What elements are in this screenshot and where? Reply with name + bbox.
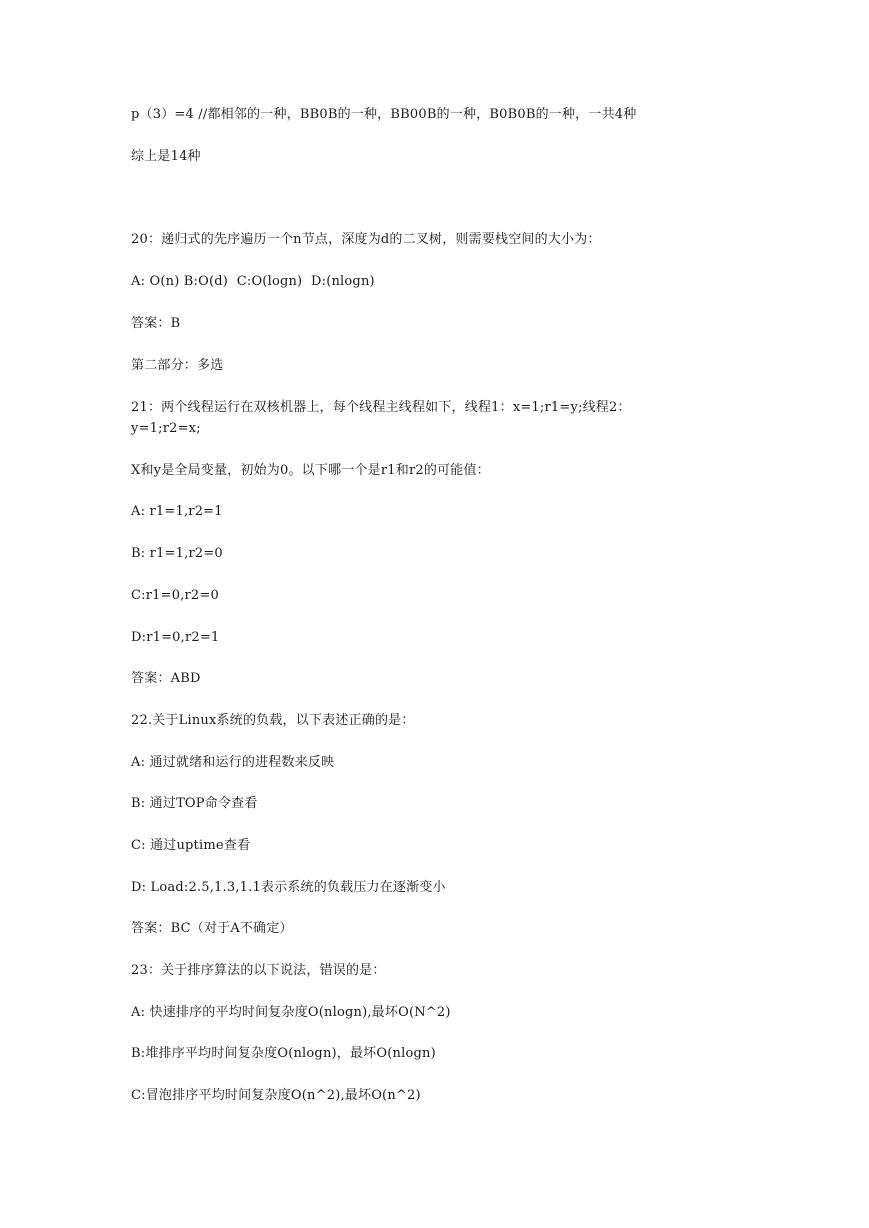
question-22-answer: 答案：BC（对于A不确定） — [131, 921, 293, 936]
question-23-option-a: A: 快速排序的平均时间复杂度O(nlogn),最坏O(N^2) — [131, 1005, 451, 1020]
text-summary-total: 综上是14种 — [131, 149, 201, 164]
question-21-description: X和y是全局变量，初始为0。以下哪一个是r1和r2的可能值： — [131, 463, 490, 478]
question-20-answer: 答案：B — [131, 316, 181, 331]
question-22: 22.关于Linux系统的负载，以下表述正确的是： — [131, 713, 415, 728]
question-23: 23：关于排序算法的以下说法，错误的是： — [131, 963, 386, 978]
question-21-answer: 答案：ABD — [131, 671, 201, 686]
question-21-option-b: B: r1=1,r2=0 — [131, 546, 223, 561]
question-20-options: A: O(n) B:O(d) C:O(logn) D:(nlogn) — [131, 274, 375, 289]
question-23-option-b: B:堆排序平均时间复杂度O(nlogn)，最坏O(nlogn) — [131, 1046, 436, 1061]
question-22-option-d: D: Load:2.5,1.3,1.1表示系统的负载压力在逐渐变小 — [131, 880, 446, 895]
question-21-option-d: D:r1=0,r2=1 — [131, 630, 220, 645]
question-21-option-a: A: r1=1,r2=1 — [131, 504, 223, 519]
text-p3-count: p（3）=4 //都相邻的一种，BB0B的一种，BB00B的一种，B0B0B的一种，一共4种 — [131, 107, 637, 122]
question-21-option-c: C:r1=0,r2=0 — [131, 588, 219, 603]
question-20: 20：递归式的先序遍历一个n节点，深度为d的二叉树，则需要栈空间的大小为： — [131, 232, 601, 247]
question-23-option-c: C:冒泡排序平均时间复杂度O(n^2),最坏O(n^2) — [131, 1088, 421, 1103]
question-22-option-b: B: 通过TOP命令查看 — [131, 796, 258, 811]
section-heading-multiple-choice: 第二部分：多选 — [131, 358, 224, 373]
question-22-option-a: A: 通过就绪和运行的进程数来反映 — [131, 755, 335, 770]
question-21: 21：两个线程运行在双核机器上，每个线程主线程如下，线程1：x=1;r1=y;线程2：y=1;r2=x; — [131, 400, 631, 436]
question-22-option-c: C: 通过uptime查看 — [131, 838, 251, 853]
